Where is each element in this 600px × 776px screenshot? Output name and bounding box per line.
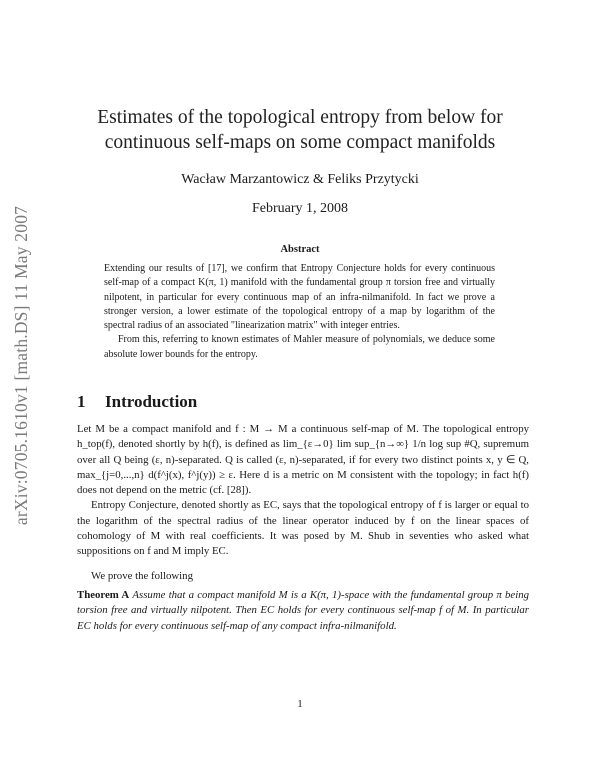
abstract-heading: Abstract: [280, 244, 320, 255]
section-title: Introduction: [105, 392, 198, 411]
arxiv-identifier: [2, 175, 42, 555]
body-paragraph-2: Entropy Conjecture, denoted shortly as EC, says that the topological entropy of f is larger or equal to the logarithm of the spectral radius of the linear operator induced by f on the linear spaces of cohomology of M with real coefficients. It was posed by M. Shub in seventies who asked what suppositions on f and M imply EC.: [77, 499, 529, 558]
abstract: [104, 262, 495, 362]
paper-title-line-2: continuous self-maps on some compact manifolds: [104, 132, 496, 153]
theorem-statement: Assume that a compact manifold M is a K(π, 1)-space with the fundamental group π being torsion free and virtually nilpotent. Then EC holds for every continuous self-map f of M. In particular EC holds for every continuous self-map of any compact infra-nilmanifold.: [77, 589, 529, 632]
paper-title-line-1: Estimates of the topological entropy from below for: [97, 107, 503, 128]
arxiv-identifier-text: arXiv:0705.1610v1 [math.DS] 11 May 2007: [11, 205, 32, 525]
page-number: 1: [297, 698, 303, 710]
section-number: 1: [77, 392, 86, 411]
body-text: [77, 422, 529, 584]
authors: Wacław Marzantowicz & Feliks Przytycki: [181, 172, 419, 187]
date: February 1, 2008: [251, 201, 349, 216]
body-paragraph-1: Let M be a compact manifold and f : M → M a continuous self-map of M. The topological entropy h_top(f), denoted shortly by h(f), is defined as lim_{ε→0} lim sup_{n→∞} 1/n log sup #Q, supremum over all Q being (ε, n)-separated. Q is called (ε, n)-separated, if for every two distinct points x, y ∈ Q, max_{j=0,...,n} d(f^j(x), f^j(y)) ≥ ε. Here d is a metric on M consistent with the topology; in fact h(f) does not depend on the metric (cf. [28]).: [77, 423, 529, 497]
paper-title: [60, 105, 540, 155]
section-heading: [77, 392, 197, 412]
abstract-paragraph-1: Extending our results of [17], we confirm that Entropy Conjecture holds for every continuous self-map of a compact K(π, 1) manifold with the fundamental group π torsion free and virtually nilpotent, in particular for every continuous map of an infra-nilmanifold. In fact we prove a stronger version, a lower estimate of the topological entropy of a map by logarithm of the spectral radius of an associated "linearization matrix" with integer entries.: [104, 263, 495, 332]
body-paragraph-3: We prove the following: [91, 569, 193, 582]
theorem-a: [77, 588, 529, 634]
theorem-label: Theorem A: [77, 589, 130, 601]
abstract-paragraph-2: From this, referring to known estimates of Mahler measure of polynomials, we deduce some absolute lower bounds for the entropy.: [104, 334, 495, 360]
